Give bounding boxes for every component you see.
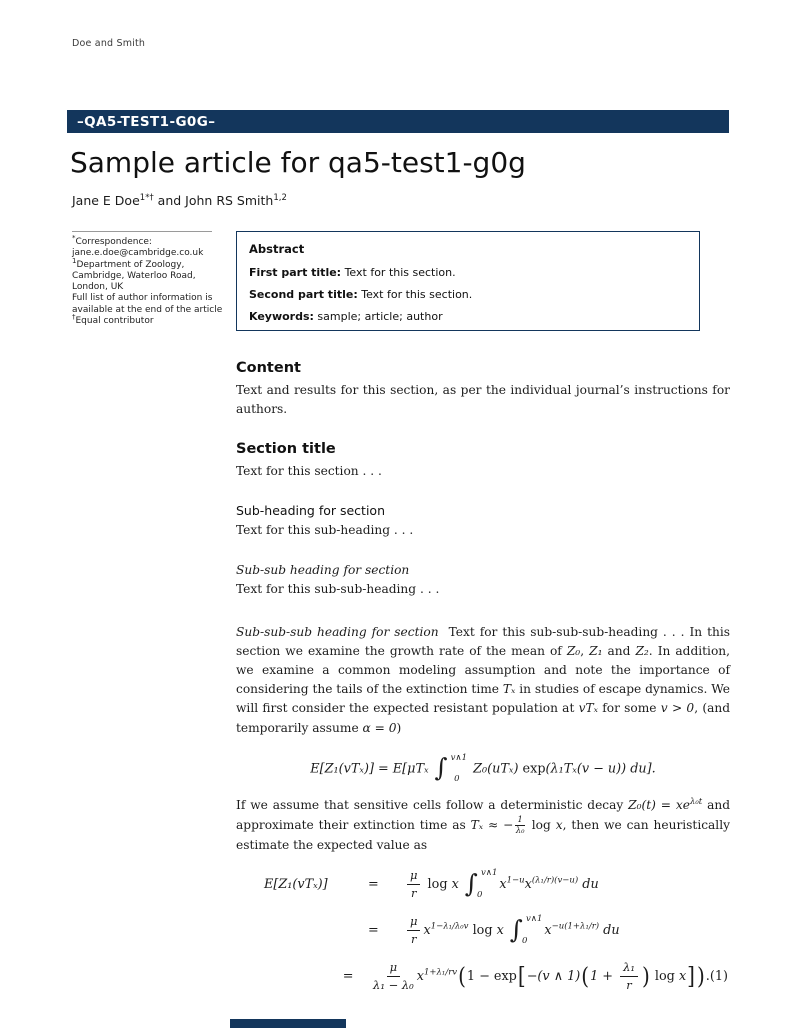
abstract-row: First part title: Text for this section.	[249, 266, 456, 279]
sidenote-divider	[72, 231, 212, 232]
equation-number: (1)	[709, 968, 728, 984]
sidenote-line: Full list of author information is	[72, 293, 213, 304]
journal-banner-text: –QA5-TEST1-G0G–	[77, 113, 216, 130]
big-bracket: ]	[687, 962, 695, 991]
paragraph-content: Text and results for this section, as per the individual journal’s instructions for authors.	[236, 383, 730, 417]
fraction: $\frac{\mu}{r}$	[407, 868, 420, 901]
correspondence-note	[72, 231, 224, 327]
integral: ∫ v∧1 0	[509, 914, 543, 946]
article-title: Sample article for qa5-test1-g0g	[70, 146, 526, 179]
abstract-row: Second part title: Text for this section.	[249, 288, 473, 301]
article-body-column	[236, 348, 730, 999]
integral: ∫ v∧1 0	[434, 752, 468, 785]
subsection-heading: Sub-heading for section	[236, 503, 385, 519]
paragraph-assumption: If we assume that sensitive cells follow a deterministic decay $Z_0(t) = xe^{\lambda_0t}$ and approximate their extinction time as Tₓ ≈ − $\frac{1}{\text{λ₀}}$ log x, then we can heuristically estimate the expected value as	[236, 796, 730, 853]
fraction: $\frac{\mu}{\text{λ₁ − λ₀}}$	[373, 959, 414, 992]
equation-row-2: = $\frac{\mu}{r}$ $x^{1-\lambda_1/\lambda_0v}$ log x ∫ v∧1 0 $x^{-u(1+\lambda_1/r)}$ du	[368, 913, 620, 946]
equation-row-1: E[Z₁(vTₓ)] = $\frac{\mu}{r}$ log x ∫ v∧1 0 $x^{1-u}x^{(\lambda_1/r)(v-u)}$ du	[264, 867, 599, 900]
equation-lhs: E[Z₁(vTₓ)]	[264, 876, 328, 892]
section-heading-title: Section title	[236, 441, 336, 458]
author-1: Jane E Doe	[72, 193, 140, 208]
sidenote-line: available at the end of the article	[72, 304, 223, 315]
next-page-banner-sliver	[230, 1019, 346, 1028]
sidenote-line: *Correspondence:	[72, 234, 152, 247]
authors-joiner: and	[153, 193, 186, 208]
fraction: $\frac{\text{λ₁}}{r}$	[620, 960, 638, 993]
journal-banner	[67, 110, 729, 133]
big-paren: (	[581, 962, 590, 991]
paragraph-subsection: Text for this sub-heading . . .	[236, 523, 414, 538]
abstract-box	[236, 231, 700, 331]
sidenote-line: Cambridge, Waterloo Road,	[72, 270, 196, 281]
running-head: Doe and Smith	[72, 38, 146, 49]
fraction: $\frac{\mu}{r}$	[407, 914, 420, 947]
abstract-heading: Abstract	[249, 242, 305, 256]
display-equation: E[Z₁(vTₓ)] = E[μTₓ ∫ v∧1 0 Z₀(uTₓ) exp(λ₁Tₓ(v − u)) du].	[310, 752, 656, 785]
equation-array	[236, 861, 730, 999]
sidenote-line: †Equal contributor	[72, 312, 154, 326]
run-in-heading: Sub-sub-sub heading for section	[236, 624, 439, 639]
sidenote-line: $^1$Department of Zoology,	[72, 256, 185, 270]
abstract-row-keywords: Keywords: sample; article; author	[249, 310, 443, 323]
section-heading-content: Content	[236, 360, 301, 376]
paragraph-section: Text for this section . . .	[236, 464, 382, 479]
author-2-affiliation-marks: 1,2	[273, 192, 287, 203]
big-bracket: [	[517, 962, 526, 991]
sidenote-line-email: jane.e.doe@cambridge.co.uk	[72, 248, 204, 259]
integral: ∫ v∧1 0	[464, 868, 498, 900]
author-1-affiliation-marks: 1*†	[139, 192, 154, 203]
paragraph-main: Sub-sub-sub heading for section Text for this sub-sub-sub-heading . . . In this section we examine the growth rate of the mean of Z₀, Z₁ and Z₂. In addition, we examine a common modeling assumption and note the importance of considering the tails of the extinction time Tₓ in studies of escape dynamics. We will first consider the expected resistant population at vTₓ for some v > 0, (and temporarily assume α = 0)	[236, 624, 731, 735]
equation-row-3: = $\frac{\mu}{\text{λ₁ − λ₀}}$ $x^{1+\lambda_1/rv}(1 - \exp[-(v$ ∧ 1)(1 + $\frac{\text{λ₁}}{r}$ ) log x] ). (1)	[342, 959, 728, 992]
author-2: John RS Smith	[185, 193, 274, 208]
inline-fraction: $\frac{1}{\text{λ₀}}$	[515, 814, 525, 837]
authors-line	[72, 193, 287, 208]
paragraph-subsubsection: Text for this sub-sub-heading . . .	[236, 581, 440, 596]
sidenote-line: London, UK	[72, 282, 124, 292]
big-paren: )	[696, 962, 705, 991]
big-paren: )	[642, 962, 650, 991]
big-paren: (	[458, 962, 466, 991]
subsubsection-heading: Sub-sub heading for section	[236, 562, 410, 577]
